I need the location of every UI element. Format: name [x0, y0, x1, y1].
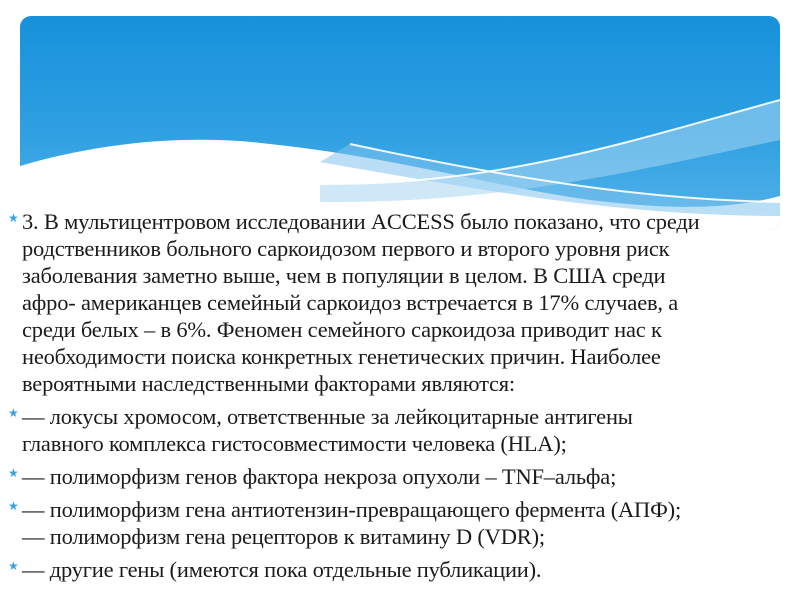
- text-line: 3. В мультицентровом исследовании ACCESS было показано, что среди: [22, 209, 700, 234]
- text-line: — другие гены (имеются пока отдельные публикации).: [22, 557, 542, 582]
- bullet-star-icon: ★: [8, 466, 19, 480]
- text-line: необходимости поиска конкретных генетических причин. Наиболее: [22, 344, 661, 369]
- bullet-item-ace-vdr-genes: [8, 496, 794, 550]
- slide-body-text: [8, 208, 794, 583]
- text-line: — полиморфизм гена рецепторов к витамину D (VDR);: [22, 524, 545, 549]
- text-line: заболевания заметно выше, чем в популяции в целом. В США среди: [22, 263, 666, 288]
- text-line: — полиморфизм генов фактора некроза опухоли – TNF–альфа;: [22, 464, 617, 489]
- bullet-item-hla-loci: [8, 403, 794, 457]
- text-line: афро- американцев семейный саркоидоз встречается в 17% случаев, а: [22, 290, 679, 315]
- bullet-item-other-genes: [8, 556, 794, 583]
- text-line: — локусы хромосом, ответственные за лейкоцитарные антигены: [22, 404, 633, 429]
- bullet-item-tnf-alpha: [8, 463, 794, 490]
- bullet-item-access-study: [8, 208, 794, 397]
- text-line: вероятными наследственными факторами являются:: [22, 371, 515, 396]
- text-line: родственников больного саркоидозом первого и второго уровня риск: [22, 236, 670, 261]
- text-line: — полиморфизм гена антиотензин-превращающего фермента (АПФ);: [22, 497, 682, 522]
- header-wave-graphic: [20, 16, 780, 230]
- text-line: среди белых – в 6%. Феномен семейного саркоидоза приводит нас к: [22, 317, 662, 342]
- bullet-star-icon: ★: [8, 559, 19, 573]
- bullet-star-icon: ★: [8, 499, 19, 513]
- bullet-star-icon: ★: [8, 211, 19, 225]
- bullet-star-icon: ★: [8, 406, 19, 420]
- text-line: главного комплекса гистосовместимости человека (HLA);: [22, 431, 567, 456]
